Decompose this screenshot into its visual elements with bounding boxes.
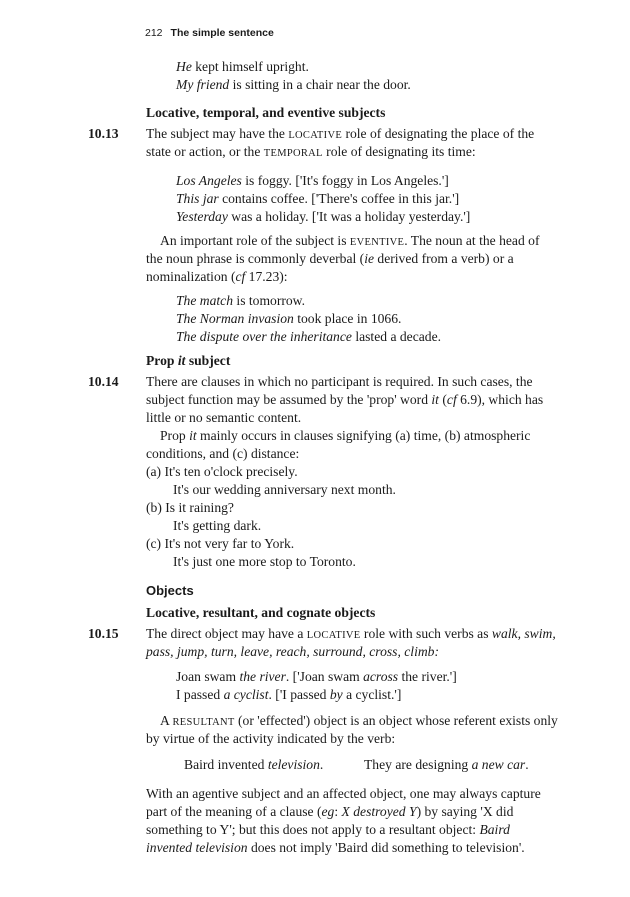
term-small-caps: RESULTANT xyxy=(172,717,235,728)
example-line: Baird invented television. xyxy=(184,757,324,772)
section-number: 10.15 xyxy=(88,626,119,641)
section-number: 10.14 xyxy=(88,374,119,389)
list-item: It's our wedding anniversary next month. xyxy=(173,482,396,497)
example-line: This jar contains coffee. ['There's coffee in this jar.'] xyxy=(176,191,460,206)
list-item: (a) It's ten o'clock precisely. xyxy=(146,464,298,479)
example-line: The match is tomorrow. xyxy=(176,293,306,308)
body-line: little or no semantic content. xyxy=(146,410,302,425)
example-line: The dispute over the inheritance lasted a decade. xyxy=(176,329,442,344)
example-line: Joan swam the river. ['Joan swam across the river.'] xyxy=(176,669,457,684)
subsection-heading: Locative, resultant, and cognate objects xyxy=(146,605,376,620)
body-line: part of the meaning of a clause (eg: X destroyed Y) by saying 'X did xyxy=(146,804,514,819)
term-small-caps: LOCATIVE xyxy=(288,130,343,141)
list-item: (b) Is it raining? xyxy=(146,500,234,515)
body-line: subject function may be assumed by the 'prop' word it (cf 6.9), which has xyxy=(146,392,544,407)
running-title: The simple sentence xyxy=(170,27,274,39)
term-small-caps: EVENTIVE xyxy=(349,237,405,248)
list-item: It's getting dark. xyxy=(173,518,262,533)
body-line: state or action, or the TEMPORAL role of designating its time: xyxy=(146,144,476,159)
body-line: The direct object may have a LOCATIVE role with such verbs as walk, swim, xyxy=(146,626,556,641)
body-line: nominalization (cf 17.23): xyxy=(146,269,288,284)
body-line: There are clauses in which no participant is required. In such cases, the xyxy=(146,374,533,389)
body-line: The subject may have the LOCATIVE role of designating the place of the xyxy=(146,126,535,141)
example-line: The Norman invasion took place in 1066. xyxy=(176,311,402,326)
body-line: An important role of the subject is EVENTIVE. The noun at the head of xyxy=(160,233,540,248)
section-heading: Objects xyxy=(146,583,194,598)
example-line: I passed a cyclist. ['I passed by a cyclist.'] xyxy=(176,687,402,702)
list-item: It's just one more stop to Toronto. xyxy=(173,554,356,569)
body-line: by virtue of the activity indicated by the verb: xyxy=(146,731,396,746)
body-line: Prop it mainly occurs in clauses signifying (a) time, (b) atmospheric xyxy=(160,428,531,443)
running-header xyxy=(145,24,274,42)
example-subject: My friend xyxy=(176,77,230,92)
body-line: pass, jump, turn, leave, reach, surround, cross, climb: xyxy=(146,644,439,659)
body-line: A RESULTANT (or 'effected') object is an object whose referent exists only xyxy=(160,713,558,728)
example-text: is sitting in a chair near the door. xyxy=(229,77,411,92)
example-line xyxy=(176,58,309,76)
example-line: Los Angeles is foggy. ['It's foggy in Los Angeles.'] xyxy=(176,173,449,188)
body-line: invented television does not imply 'Baird did something to television'. xyxy=(146,840,525,855)
example-text: kept himself upright. xyxy=(191,59,309,74)
body-line: With an agentive subject and an affected object, one may always capture xyxy=(146,786,541,801)
body-line: something to Y'; but this does not apply to a resultant object: Baird xyxy=(146,822,510,837)
body-line: conditions, and (c) distance: xyxy=(146,446,300,461)
example-line: Yesterday was a holiday. ['It was a holiday yesterday.'] xyxy=(176,209,471,224)
term-small-caps: TEMPORAL xyxy=(263,148,323,159)
example-line: They are designing a new car. xyxy=(364,757,529,772)
body-line: the noun phrase is commonly deverbal (ie derived from a verb) or a xyxy=(146,251,514,266)
example-subject: He xyxy=(176,59,192,74)
term-small-caps: LOCATIVE xyxy=(306,630,361,641)
example-line xyxy=(176,76,411,94)
subsection-heading: Locative, temporal, and eventive subjects xyxy=(146,105,386,120)
section-number: 10.13 xyxy=(88,126,119,141)
page-number: 212 xyxy=(145,27,163,39)
list-item: (c) It's not very far to York. xyxy=(146,536,295,551)
subsection-heading: Prop it subject xyxy=(146,353,231,368)
